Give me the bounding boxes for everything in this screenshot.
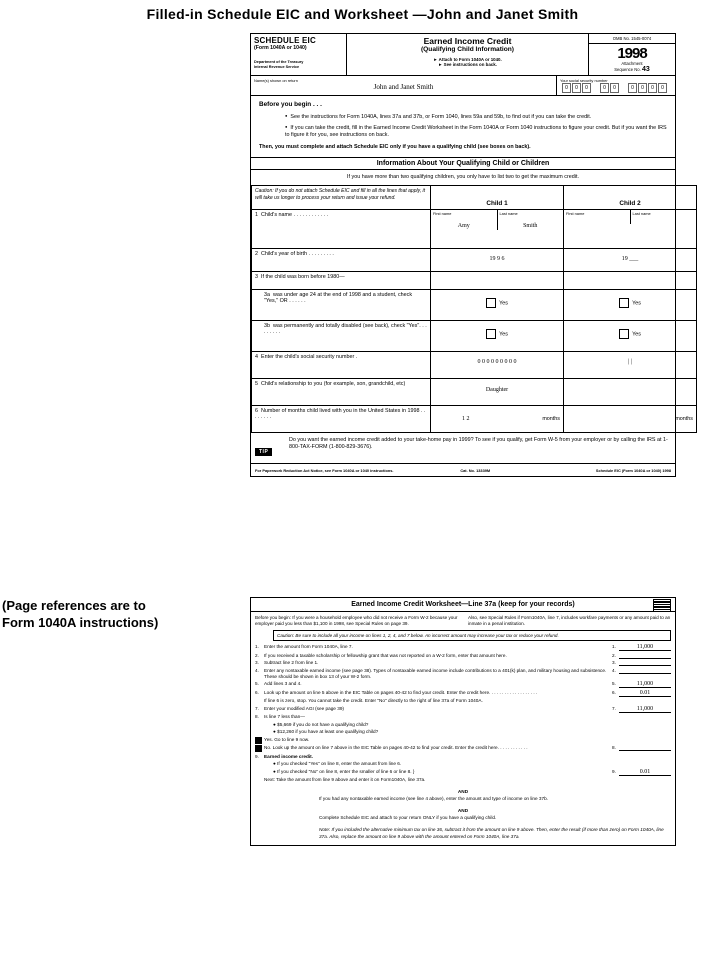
row-3-text: If the child was born before 1980— xyxy=(261,274,345,281)
line-8-bullet-2-text: ● $12,260 if you have at least one qualifying child? xyxy=(273,729,379,735)
ssn-digit-boxes xyxy=(560,83,672,93)
header-omb-block xyxy=(589,34,675,75)
worksheet-line-8 xyxy=(255,714,671,720)
tip-badge-wrap xyxy=(255,437,289,458)
child-1-ssn-value: 0 0 0 0 0 0 0 0 0 xyxy=(477,359,517,366)
worksheet-title-text: Earned Income Credit Worksheet—Line 37a (keep for your records) xyxy=(351,601,575,608)
child-1-months-value: 1 2 xyxy=(462,416,470,423)
before-bullet-1: ● See the instructions for Form 1040A, lines 37a and 37b, or Form 1040, lines 59a and 59b, to find out if you can take the credit. xyxy=(285,112,667,121)
child-2-row3b-checkbox-cell[interactable] xyxy=(564,321,697,352)
schedule-eic-form xyxy=(250,33,693,477)
row-5-text: Child's relationship to you (for example, son, grandchild, etc) xyxy=(261,381,406,388)
tip-text: Do you want the earned income credit added to your take-home pay in 1999? To see if you qualify, get Form W-5 from your employer or by calling the IRS at 1-800-TAX-FORM (1-800-829-3676). xyxy=(289,437,668,450)
before-you-begin-heading: Before you begin . . . xyxy=(259,101,322,108)
name-label: Name(s) shown on return xyxy=(254,78,298,83)
line-9-text: Earned income credit. xyxy=(264,753,313,759)
worksheet-line-3[interactable] xyxy=(255,660,671,666)
child-2-student-checkbox[interactable] xyxy=(619,298,629,308)
worksheet-next-line xyxy=(255,777,671,783)
child-2-birth-year[interactable] xyxy=(564,249,697,272)
caution-cell: Caution: If you do not attach Schedule EIC and fill in all the lines that apply, it will take us longer to process your return and issue your refund. xyxy=(252,186,431,210)
table-row xyxy=(252,406,697,433)
ssn-digit: 0 xyxy=(628,83,637,93)
worksheet-intro-right: Also, see Special Rules if Form1040A, line 7, includes workfare payments or any amount paid to an inmate in a penal institution. xyxy=(468,615,671,626)
after-and-1-text: If you had any nontaxable earned income (see line 4 above), enter the amount and type of income on line 37b. xyxy=(319,796,549,802)
last-name-label: Last name xyxy=(499,211,518,217)
child-1-months-cell[interactable] xyxy=(431,406,564,433)
omb-number: OMB No. 1545-0074 xyxy=(589,34,675,44)
worksheet-line-7[interactable] xyxy=(255,706,671,713)
child-1-row3b-checkbox-cell[interactable] xyxy=(431,321,564,352)
table-row xyxy=(252,352,697,379)
line-9-bullet-1-text: ● If you checked "Yes" on line 8, enter the amount from line 6. xyxy=(273,761,402,767)
line-6-number: 6. xyxy=(255,689,259,695)
row-6-text: Number of months child lived with you in the United States in 1998 . . . . . . . . xyxy=(255,408,426,421)
table-row xyxy=(252,290,697,321)
header-title-block xyxy=(347,34,589,75)
row-5-number: 5 xyxy=(255,381,258,388)
worksheet-line-8-no[interactable] xyxy=(255,745,671,752)
line-4-value[interactable] xyxy=(619,668,671,674)
footer-form-id: Schedule EIC (Form 1040A or 1040) 1998 xyxy=(595,468,671,474)
and-label-2: AND xyxy=(457,808,469,814)
child-1-header: Child 1 xyxy=(431,186,564,210)
worksheet-line-2[interactable] xyxy=(255,653,671,659)
row-1-number: 1 xyxy=(255,212,258,219)
child-1-name-cell[interactable] xyxy=(431,210,564,249)
name-value: John and Janet Smith xyxy=(373,83,434,91)
worksheet-line-6[interactable] xyxy=(255,690,671,697)
attachment-label: Attachment xyxy=(621,61,643,66)
qualifying-child-table xyxy=(251,185,697,433)
line-1-value[interactable]: 11,000 xyxy=(619,644,671,651)
line-3-text: Subtract line 2 from line 1. xyxy=(264,660,319,666)
eic-worksheet xyxy=(250,597,676,846)
line-1-text: Enter the amount from Form 1040A, line 7. xyxy=(264,644,353,650)
worksheet-body xyxy=(251,612,675,845)
form-header xyxy=(251,34,675,76)
child-2-ssn-cell[interactable] xyxy=(564,352,697,379)
line-6-value[interactable]: 0.01 xyxy=(619,690,671,697)
form-title: Earned Income Credit xyxy=(423,36,512,46)
row-3-number: 3 xyxy=(255,274,258,281)
line-6-ref: 6. xyxy=(612,689,616,695)
line-2-number: 2. xyxy=(255,652,259,658)
ssn-separator xyxy=(620,83,627,91)
sequence-label: Sequence No. xyxy=(614,67,641,72)
line-8-ref: 8. xyxy=(612,745,616,751)
yes-label: Yes xyxy=(632,331,641,338)
worksheet-line-4[interactable] xyxy=(255,668,671,680)
line-5-number: 5. xyxy=(255,681,259,687)
line-1-number: 1. xyxy=(255,644,259,650)
child-1-months-unit: months xyxy=(542,416,560,423)
line-8-no-checkbox[interactable] xyxy=(255,745,262,752)
line-4-text: Enter any nontaxable earned income (see page 38). Types of nontaxable earned income include contributions to a 401(k) plan, and military housing and subsistence. These should be shown in box 13 of your W-2 form. xyxy=(264,667,607,679)
child-1-row3 xyxy=(431,272,564,290)
row-2-text: Child's year of birth . . . . . . . . . xyxy=(261,251,334,258)
line-2-ref: 2. xyxy=(612,652,616,658)
before-bullet-2: ● If you can take the credit, fill in the Earned Income Credit Worksheet in the Form 1040A or Form 1040 instructions to figure your credit. But if you want the IRS to figure it for you, see instructions on back. xyxy=(285,123,667,139)
schedule-form-number: (Form 1040A or 1040) xyxy=(254,45,307,51)
row-3b-label xyxy=(252,321,431,352)
line-8-no-text: No. Look up the amount on line 7 above in the EIC Table on pages 40-42 to find your credit. Enter the credit here. . . . . . . . . . . . xyxy=(264,745,528,751)
child-2-name-cell[interactable] xyxy=(564,210,697,249)
ssn-digit: 0 xyxy=(582,83,591,93)
row-6-label xyxy=(252,406,431,433)
footer-paperwork-notice: For Paperwork Reduction Act Notice, see Form 1040A or 1040 instructions. xyxy=(255,468,394,474)
row-3a-number: 3a xyxy=(264,292,270,299)
row-4-number: 4 xyxy=(255,354,258,361)
child-1-first-name: Amy xyxy=(457,223,470,230)
next-instruction-text: Next: Take the amount from line 9 above and enter it on Form1040A, line 37a. xyxy=(264,777,426,783)
worksheet-line-8-bullet-1 xyxy=(255,722,671,728)
worksheet-line-8-bullet-2 xyxy=(255,729,671,735)
tip-block xyxy=(251,433,675,464)
line-7-number: 7. xyxy=(255,705,259,711)
worksheet-line-8-yes[interactable] xyxy=(255,737,671,744)
line-8-yes-text: Yes. Go to line 9 now. xyxy=(264,736,310,742)
child-1-birth-year-value: 19 9 6 xyxy=(489,256,505,263)
worksheet-line-9-bullet-1 xyxy=(255,761,671,767)
yes-label: Yes xyxy=(499,331,508,338)
worksheet-note: Note: If you included the alternative minimum tax on line 36, subtract it from the amount on line 9 above. Then, enter the result (if more than zero) on Form 1040A, line 37a. Also, replace the amount on line 9 above with the amount entered on Form 1040A, line 37a. xyxy=(319,827,664,839)
row-2-label xyxy=(252,249,431,272)
row-3a-label xyxy=(252,290,431,321)
flag-icon xyxy=(653,599,671,612)
line-8-yes-checkbox[interactable] xyxy=(255,737,262,744)
child-2-relationship[interactable] xyxy=(564,379,697,406)
before-then-line: Then, you must complete and attach Schedule EIC only if you have a qualifying child (see boxes on back). xyxy=(259,144,531,150)
sequence-line xyxy=(592,66,672,73)
worksheet-line-9 xyxy=(255,754,671,760)
row-4-label xyxy=(252,352,431,379)
ssn-digit: 0 xyxy=(648,83,657,93)
child-2-months-cell[interactable] xyxy=(564,406,697,433)
child-2-row3a-checkbox-cell[interactable] xyxy=(564,290,697,321)
line-3-value[interactable] xyxy=(619,660,671,666)
page-reference-note: (Page references are to Form 1040A instructions) xyxy=(2,598,159,630)
ssn-digit: 0 xyxy=(572,83,581,93)
line-2-value[interactable] xyxy=(619,653,671,659)
line-4-number: 4. xyxy=(255,667,259,673)
child-1-birth-year[interactable] xyxy=(431,249,564,272)
ssn-label: Your social security number xyxy=(560,78,608,83)
line-8-value[interactable] xyxy=(619,745,671,751)
worksheet-caution: Caution: Be sure to include all your income on lines 1, 2, 4, and 7 below. An incorrect amount may increase your tax or reduce your refund. xyxy=(273,630,671,642)
first-name-label: First name xyxy=(433,211,452,217)
line-8-text: Is line 7 less than— xyxy=(264,714,305,720)
schedule-name: SCHEDULE EIC xyxy=(254,36,316,45)
first-name-label: First name xyxy=(566,211,585,217)
header-schedule-block xyxy=(251,34,347,75)
line-9-ref: 9. xyxy=(612,768,616,774)
table-row xyxy=(252,272,697,290)
row-3-label xyxy=(252,272,431,290)
ssn-separator xyxy=(592,83,599,91)
child-1-ssn-cell[interactable] xyxy=(431,352,564,379)
child-1-relationship-value: Daughter xyxy=(485,387,509,394)
table-row xyxy=(252,321,697,352)
line-7-value[interactable]: 11,000 xyxy=(619,706,671,713)
table-row xyxy=(252,249,697,272)
worksheet-line-5[interactable] xyxy=(255,681,671,688)
row-3b-text: was permanently and totally disabled (see back), check "Yes". . . . . . . . . xyxy=(264,323,427,336)
dept-treasury: Department of the Treasury xyxy=(254,60,304,64)
row-3a-text: was under age 24 at the end of 1998 and a student, check "Yes," OR . . . . . . xyxy=(264,292,413,305)
line-7-ref: 7. xyxy=(612,705,616,711)
line-8-number: 8. xyxy=(255,714,259,720)
ssn-digit: 0 xyxy=(562,83,571,93)
ssn-digit: 0 xyxy=(600,83,609,93)
sequence-number: 43 xyxy=(641,66,650,73)
ssn-digit: 0 xyxy=(610,83,619,93)
child-2-ssn-value: | | xyxy=(628,359,632,366)
worksheet-intro-left: Before you begin: If you were a household employee who did not receive a Form W-2 because your employer paid you less than $1,100 in 1998, see Special Rules on page 39. xyxy=(255,615,458,626)
line-8-bullet-1-text: ● $5,669 if you do not have a qualifying child? xyxy=(273,721,369,727)
tip-badge: TIP xyxy=(255,448,272,456)
and-label-1: AND xyxy=(457,789,469,795)
worksheet-title xyxy=(251,598,675,612)
row-5-label xyxy=(252,379,431,406)
line-5-value[interactable]: 11,000 xyxy=(619,681,671,688)
attach-instruction: ► Attach to Form 1040A or 1040. xyxy=(433,57,502,62)
line-6-text: Look up the amount on line 5 above in the EIC Table on pages 40-42 to find your credit. Enter the credit here. . . . . . . . . . . . . . . . . . . xyxy=(264,689,538,695)
table-row xyxy=(252,379,697,406)
line-3-ref: 3. xyxy=(612,660,616,666)
line-5-text: Add lines 3 and 4. xyxy=(264,681,302,687)
row-6-number: 6 xyxy=(255,408,258,415)
ssn-field[interactable] xyxy=(557,76,675,95)
footer-cat-number: Cat. No. 13339M xyxy=(460,468,491,474)
row-2-number: 2 xyxy=(255,251,258,258)
child-1-student-checkbox[interactable] xyxy=(486,298,496,308)
worksheet-intro xyxy=(255,615,671,627)
row-4-text: Enter the child's social security number . xyxy=(261,354,358,361)
worksheet-line-6-note xyxy=(255,698,671,704)
name-ssn-row xyxy=(251,76,675,96)
tax-year-block xyxy=(589,44,675,75)
child-1-relationship[interactable] xyxy=(431,379,564,406)
worksheet-line-1[interactable] xyxy=(255,644,671,651)
last-name-label: Last name xyxy=(632,211,651,217)
child-2-birth-year-value: 19 ___ xyxy=(621,256,639,263)
table-row xyxy=(252,210,697,249)
line-9-number: 9. xyxy=(255,753,259,759)
section-note: If you have more than two qualifying children, you only have to list two to get the maximum credit. xyxy=(347,173,579,180)
line-6-note-text: If line 6 is zero, stop. You cannot take the credit. Enter "No" directly to the right of line 37a of Form 1040A. xyxy=(264,698,483,704)
line-1-ref: 1. xyxy=(612,644,616,650)
form-footer xyxy=(251,464,675,476)
child-2-months-unit: months xyxy=(675,416,693,423)
see-instructions: ► See instructions on back. xyxy=(438,62,497,68)
line-5-ref: 5. xyxy=(612,681,616,687)
line-9-bullet-2-text: ● If you checked "No" on line 8, enter the smaller of line 6 or line 8. } xyxy=(273,768,415,774)
section-heading: Information About Your Qualifying Child or Children xyxy=(251,157,675,170)
line-3-number: 3. xyxy=(255,660,259,666)
ssn-digit: 0 xyxy=(658,83,667,93)
child-1-row3a-checkbox-cell[interactable] xyxy=(431,290,564,321)
before-you-begin-block xyxy=(251,96,675,157)
tax-year: 1998 xyxy=(617,45,647,62)
worksheet-line-9-bullet-2[interactable] xyxy=(255,769,671,776)
child-2-disabled-checkbox[interactable] xyxy=(619,329,629,339)
row-3b-number: 3b xyxy=(264,323,270,330)
line-9-value[interactable]: 0.01 xyxy=(619,769,671,776)
child-2-row3 xyxy=(564,272,697,290)
child-1-disabled-checkbox[interactable] xyxy=(486,329,496,339)
line-2-text: If you received a taxable scholarship or fellowship grant that was not reported on a W-2 form, enter that amount here. xyxy=(264,652,507,658)
dept-irs: Internal Revenue Service xyxy=(254,64,300,69)
child-1-last-name: Smith xyxy=(523,223,538,230)
yes-label: Yes xyxy=(632,300,641,307)
line-7-text: Enter your modified AGI (see page 39) xyxy=(264,705,344,711)
ssn-digit: 0 xyxy=(638,83,647,93)
line-4-ref: 4. xyxy=(612,667,616,673)
row-1-text: Child's name . . . . . . . . . . . . xyxy=(261,212,328,219)
page-title: Filled-in Schedule EIC and Worksheet —John and Janet Smith xyxy=(146,6,579,22)
row-1-label xyxy=(252,210,431,249)
yes-label: Yes xyxy=(499,300,508,307)
name-field[interactable] xyxy=(251,76,557,95)
child-2-header: Child 2 xyxy=(564,186,697,210)
form-subtitle: (Qualifying Child Information) xyxy=(420,46,515,53)
table-header-row xyxy=(252,186,697,210)
after-and-2-text: Complete Schedule EIC and attach to your return ONLY if you have a qualifying child. xyxy=(319,815,497,821)
